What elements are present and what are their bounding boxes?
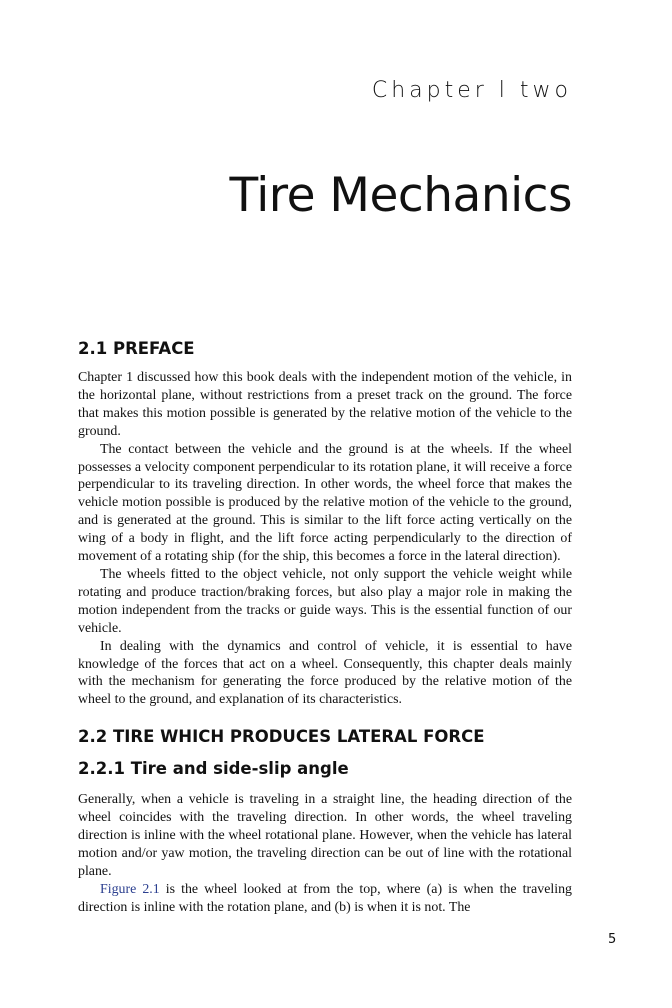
paragraph: The contact between the vehicle and the ground is at the wheels. If the wheel possesses a velocity component perpendicular to its rotation plane, it will receive a force perpendicular to its traveling direction. In other words, the wheel force that makes the vehicle motion possible is produced by the relative motion of the vehicle to the ground, and is generated at the ground. This is similar to the lift force acting vertically on the wing of a body in flight, and the lift force acting perpendicularly to the direction of movement of a rotating ship (for the ship, this becomes a force in the lateral direction). (78, 441, 572, 565)
chapter-label: Chapter l two (371, 78, 572, 103)
chapter-title: Tire Mechanics (229, 168, 572, 223)
paragraph-text: is the wheel looked at from the top, where (a) is when the traveling direction is inline with the rotation plane, and (b) is when it is not. The (78, 881, 572, 915)
section-heading-preface: 2.1 PREFACE (78, 339, 195, 358)
section-heading-lateral-force: 2.2 TIRE WHICH PRODUCES LATERAL FORCE (78, 727, 485, 747)
subsection-heading-side-slip: 2.2.1 Tire and side-slip angle (78, 759, 349, 779)
figure-link[interactable]: Figure 2.1 (100, 881, 160, 897)
page-number: 5 (608, 932, 617, 947)
page-body (78, 338, 572, 917)
paragraph (78, 881, 572, 917)
paragraph: The wheels fitted to the object vehicle, not only support the vehicle weight while rotating and produce traction/braking forces, but also play a major role in making the motion independent from the tracks or guide ways. This is the essential function of our vehicle. (78, 566, 572, 636)
paragraph: Generally, when a vehicle is traveling in a straight line, the heading direction of the wheel coincides with the traveling direction. In other words, the wheel traveling direction is inline with the wheel rotational plane. However, when the vehicle has lateral motion and/or yaw motion, the traveling direction can be out of line with the rotational plane. (78, 792, 572, 879)
paragraph: Chapter 1 discussed how this book deals with the independent motion of the vehicle, in the horizontal plane, without restrictions from a preset track on the ground. The force that makes this motion possible is generated by the relative motion of the vehicle to the ground. (78, 370, 572, 439)
paragraph: In dealing with the dynamics and control of vehicle, it is essential to have knowledge of the forces that act on a wheel. Consequently, this chapter deals mainly with the mechanism for generating the force produced by the relative motion of the wheel to the ground, and explanation of its characteristics. (78, 638, 572, 708)
